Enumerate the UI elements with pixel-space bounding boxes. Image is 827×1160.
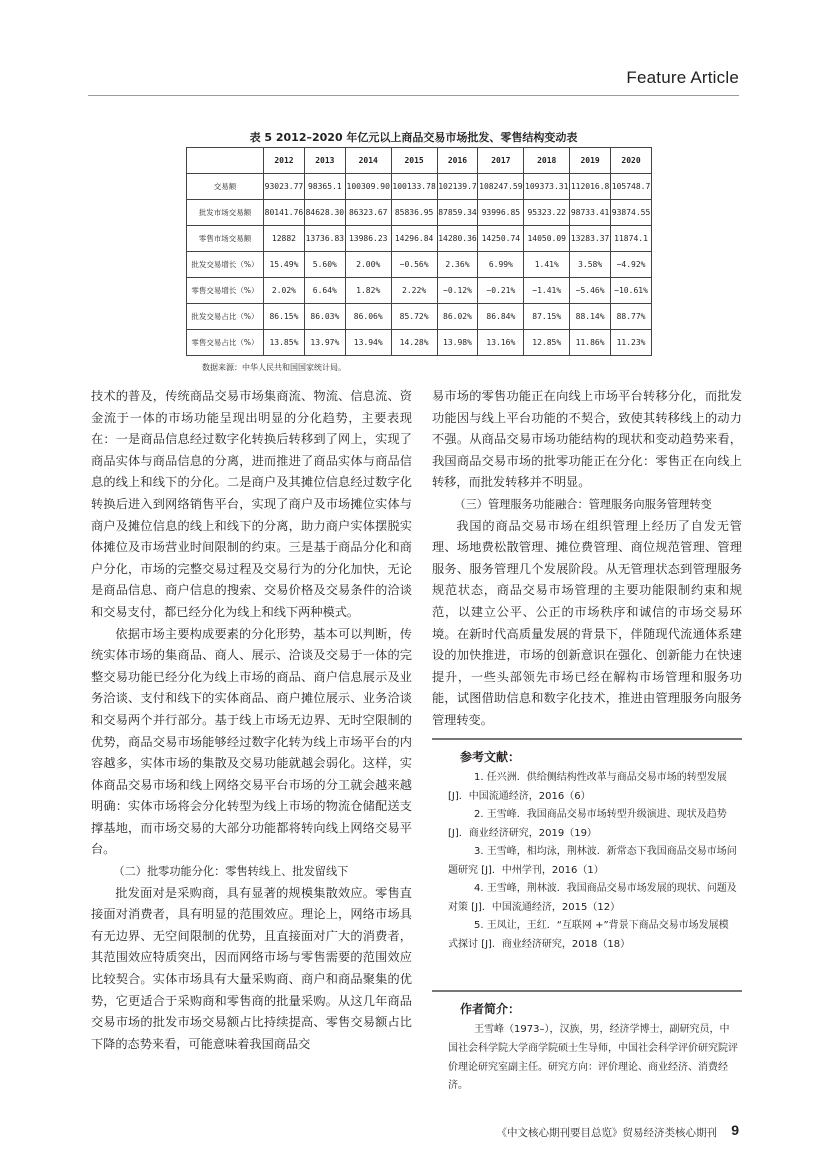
table-cell: 13986.23 bbox=[345, 226, 391, 252]
table-cell: 13736.83 bbox=[304, 226, 345, 252]
table-row-label: 批发交易占比（%） bbox=[187, 304, 264, 330]
table-cell: 12.85% bbox=[524, 330, 570, 356]
table-cell: 84628.30 bbox=[304, 200, 345, 226]
reference-item: 4. 王雪峰，荆林波．我国商品交易市场发展的现状、问题及对策 [J]．中国流通经济，2015（12） bbox=[448, 883, 737, 913]
table-cell: 88.77% bbox=[611, 304, 652, 330]
table-cell: −1.41% bbox=[524, 278, 570, 304]
table-year-header: 2012 bbox=[264, 148, 305, 174]
footer-journal: 《中文核心期刊要目总览》贸易经济类核心期刊 bbox=[496, 1127, 717, 1139]
table-cell: 98365.1 bbox=[304, 174, 345, 200]
references-title: 参考文献： bbox=[460, 750, 521, 764]
reference-item: 3. 王雪峰，相均泳，荆林波．新常态下我国商品交易市场问题研究 [J]．中州学刊，2016（1） bbox=[448, 846, 737, 876]
table-cell: 80141.76 bbox=[264, 200, 305, 226]
table-cell: 14296.84 bbox=[391, 226, 437, 252]
table-cell: 109373.31 bbox=[524, 174, 570, 200]
table-cell: 1.41% bbox=[524, 252, 570, 278]
table-cell: 11874.1 bbox=[611, 226, 652, 252]
table-cell: 13.98% bbox=[437, 330, 478, 356]
table-cell: 11.86% bbox=[570, 330, 611, 356]
reference-item: 2. 王雪峰．我国商品交易市场转型升级演进、现状及趋势 [J]．商业经济研究，2019（19） bbox=[448, 809, 727, 839]
table-header-row bbox=[187, 148, 652, 174]
table-caption: 表 5 2012–2020 年亿元以上商品交易市场批发、零售结构变动表 bbox=[249, 131, 578, 144]
table-cell: 95323.22 bbox=[524, 200, 570, 226]
table-cell: −0.56% bbox=[391, 252, 437, 278]
table-year-header: 2015 bbox=[391, 148, 437, 174]
references-top-rule bbox=[432, 738, 742, 740]
reference-item: 1. 任兴洲．供给侧结构性改革与商品交易市场的转型发展 [J]．中国流通经济，2016（6） bbox=[448, 772, 727, 802]
table-corner-cell bbox=[187, 148, 264, 174]
table-cell: 88.14% bbox=[570, 304, 611, 330]
table-cell: 15.49% bbox=[264, 252, 305, 278]
table-cell: 3.58% bbox=[570, 252, 611, 278]
table-row-label: 零售交易占比（%） bbox=[187, 330, 264, 356]
table-row bbox=[187, 304, 652, 330]
table-cell: 87.15% bbox=[524, 304, 570, 330]
table-cell: 13.94% bbox=[345, 330, 391, 356]
table-cell: 14280.36 bbox=[437, 226, 478, 252]
page-number: 9 bbox=[731, 1122, 739, 1138]
table-year-header: 2020 bbox=[611, 148, 652, 174]
section-subheading: （三）管理服务功能融合：管理服务向服务管理转变 bbox=[454, 497, 712, 511]
table-cell: −10.61% bbox=[611, 278, 652, 304]
author-bio: 王雪峰（1973–），汉族，男，经济学博士，副研究员，中国社会科学院大学商学院硕士生导师，中国社会科学评价研究院评价理论研究室副主任。研究方向：评价理论、商业经济、消费经济。 bbox=[448, 1024, 738, 1092]
table-cell: 102139.7 bbox=[437, 174, 478, 200]
table-cell: 6.64% bbox=[304, 278, 345, 304]
references-list bbox=[432, 769, 742, 954]
table-cell: 1.82% bbox=[345, 278, 391, 304]
table-cell: 2.22% bbox=[391, 278, 437, 304]
table-row-label: 批发交易增长（%） bbox=[187, 252, 264, 278]
table-cell: 86.02% bbox=[437, 304, 478, 330]
table-source: 数据来源：中华人民共和国国家统计局。 bbox=[202, 363, 346, 372]
author-title: 作者简介： bbox=[460, 1002, 521, 1016]
table-cell: 112016.8 bbox=[570, 174, 611, 200]
table-cell: 85.72% bbox=[391, 304, 437, 330]
table-cell: 2.36% bbox=[437, 252, 478, 278]
table-row bbox=[187, 200, 652, 226]
table-year-header: 2018 bbox=[524, 148, 570, 174]
table-cell: 108247.59 bbox=[478, 174, 524, 200]
table-row bbox=[187, 278, 652, 304]
table-cell: 11.23% bbox=[611, 330, 652, 356]
table-row bbox=[187, 252, 652, 278]
references-box bbox=[432, 738, 742, 954]
table-row bbox=[187, 330, 652, 356]
table-cell: 13.85% bbox=[264, 330, 305, 356]
table-cell: 86.03% bbox=[304, 304, 345, 330]
table-cell: 98733.41 bbox=[570, 200, 611, 226]
table-cell: 86.15% bbox=[264, 304, 305, 330]
author-box bbox=[432, 990, 742, 1096]
table-cell: 13.97% bbox=[304, 330, 345, 356]
table-year-header: 2013 bbox=[304, 148, 345, 174]
right-column bbox=[432, 386, 742, 732]
table-cell: 93023.77 bbox=[264, 174, 305, 200]
table-cell: 86.84% bbox=[478, 304, 524, 330]
table-year-header: 2014 bbox=[345, 148, 391, 174]
author-top-rule bbox=[432, 990, 742, 992]
table-cell: 12882 bbox=[264, 226, 305, 252]
table-cell: 85836.95 bbox=[391, 200, 437, 226]
table-cell: −5.46% bbox=[570, 278, 611, 304]
body-paragraph: 我国的商品交易市场在组织管理上经历了自发无管理、场地费松散管理、摊位费管理、商位规范管理、管理服务、服务管理几个发展阶段。从无管理状态到管理服务规范状态，商品交易市场管理的主要功能限制约束和规范，以建立公平、公正的市场秩序和诚信的市场交易环境。在新时代高质量发展的背景下，伴随现代流通体系建设的加快推进，市场的创新意识在强化、创新能力在快速提升，一些头部领先市场已经在解构市场管理和服务功能，试图借助信息和数字化技术，推进由管理服务向服务管理转变。 bbox=[432, 518, 742, 727]
body-paragraph: 易市场的零售功能正在向线上市场平台转移分化，而批发功能因与线上平台功能的不契合，致使其转移线上的动力不强。从商品交易市场功能结构的现状和变动趋势来看，我国商品交易市场的批零功能正在分化：零售正在向线上转移，而批发转移并不明显。 bbox=[432, 389, 742, 490]
table-cell: 14.28% bbox=[391, 330, 437, 356]
table-row-label: 零售交易增长（%） bbox=[187, 278, 264, 304]
table-row bbox=[187, 174, 652, 200]
section-subheading: （二）批零功能分化：零售转线上、批发留线下 bbox=[113, 865, 349, 879]
table-cell: 13.16% bbox=[478, 330, 524, 356]
header-title: Feature Article bbox=[626, 68, 739, 87]
table-year-header: 2017 bbox=[478, 148, 524, 174]
table-row bbox=[187, 226, 652, 252]
table-cell: 6.99% bbox=[478, 252, 524, 278]
table-cell: 14050.09 bbox=[524, 226, 570, 252]
table-cell: 100309.90 bbox=[345, 174, 391, 200]
table-cell: 100133.78 bbox=[391, 174, 437, 200]
data-table bbox=[186, 147, 652, 356]
table-cell: 93874.55 bbox=[611, 200, 652, 226]
table-cell: 93996.85 bbox=[478, 200, 524, 226]
table-row-label: 零售市场交易额 bbox=[187, 226, 264, 252]
reference-item: 5. 王凤让，王红．“互联网 +”背景下商品交易市场发展模式探讨 [J]．商业经济研究，2018（18） bbox=[448, 920, 729, 950]
table-cell: 2.02% bbox=[264, 278, 305, 304]
table-row-label: 批发市场交易额 bbox=[187, 200, 264, 226]
left-column bbox=[91, 386, 412, 1055]
table-cell: 13283.37 bbox=[570, 226, 611, 252]
table-cell: 2.00% bbox=[345, 252, 391, 278]
header-rule bbox=[88, 95, 739, 96]
table-cell: 105748.7 bbox=[611, 174, 652, 200]
table-year-header: 2019 bbox=[570, 148, 611, 174]
table-year-header: 2016 bbox=[437, 148, 478, 174]
table-cell: 86.06% bbox=[345, 304, 391, 330]
table-cell: −0.21% bbox=[478, 278, 524, 304]
table-row-label: 交易额 bbox=[187, 174, 264, 200]
body-paragraph: 批发面对是采购商，具有显著的规模集散效应。零售直接面对消费者，具有明显的范围效应。理论上，网络市场具有无边界、无空间限制的优势，且直接面对广大的消费者，其范围效应特质突出，因而网络市场与零售需要的范围效应比较契合。实体市场具有大量采购商、商户和商品聚集的优势，它更适合于采购商和零售商的批量采购。从这几年商品交易市场的批发市场交易额占比持续提高、零售交易额占比下降的态势来看，可能意味着我国商品交 bbox=[91, 885, 412, 1051]
table-cell: 5.60% bbox=[304, 252, 345, 278]
table-cell: 87859.34 bbox=[437, 200, 478, 226]
body-paragraph: 依据市场主要构成要素的分化形势，基本可以判断，传统实体市场的集商品、商人、展示、洽谈及交易于一体的完整交易功能已经分化为线上市场的商品、商户信息展示及业务洽谈、支付和线下的实体商品、商户摊位展示、业务洽谈和交易两个并行部分。基于线上市场无边界、无时空限制的优势，商品交易市场能够经过数字化转为线上市场平台的内容越多，实体市场的集散及交易功能就越会弱化。这样，实体商品交易市场和线上网络交易平台市场的分工就会越来越明确：实体市场将会分化转型为线上市场的物流仓储配送支撑基地，而市场交易的大部分功能都将转向线上网络交易平台。 bbox=[91, 626, 412, 857]
table-cell: 86323.67 bbox=[345, 200, 391, 226]
table-cell: −4.92% bbox=[611, 252, 652, 278]
table-cell: −0.12% bbox=[437, 278, 478, 304]
body-paragraph: 技术的普及，传统商品交易市场集商流、物流、信息流、资金流于一体的市场功能呈现出明显的分化趋势，主要表现在：一是商品信息经过数字化转换后转移到了网上，实现了商品实体与商品信息的分离，进而推进了商品实体与商品信息的线上和线下的分化。二是商户及其摊位信息经过数字化转换后进入到网络销售平台，实现了商户及市场摊位实体与商户及摊位信息的线上和线下的分离，助力商户实体摆脱实体摊位及市场营业时间限制的约束。三是基于商品分化和商户分化，市场的完整交易过程及交易行为的分化加快，无论是商品信息、商户信息的搜索、交易价格及交易条件的洽谈和交易支付，都已经分化为线上和线下两种模式。 bbox=[91, 389, 412, 619]
table-cell: 14250.74 bbox=[478, 226, 524, 252]
